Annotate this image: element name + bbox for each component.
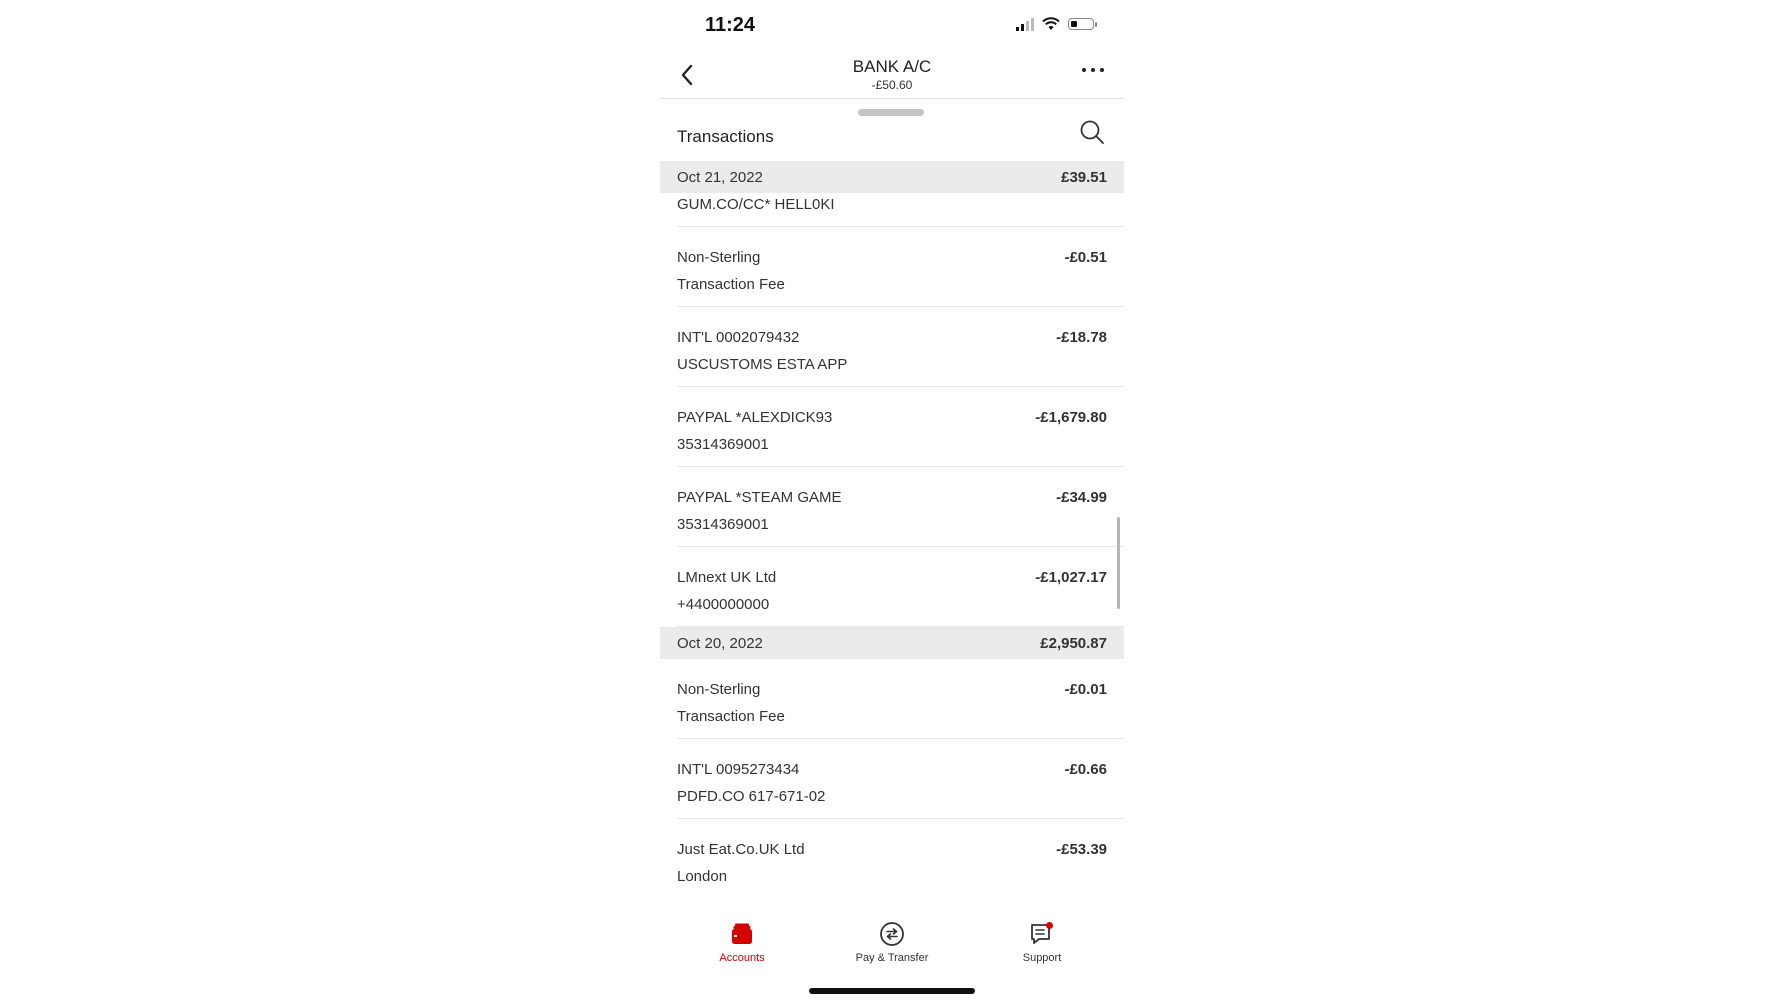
transaction-amount: -£18.78 — [1056, 329, 1107, 346]
tab-support[interactable] — [982, 918, 1102, 964]
transactions-heading: Transactions — [677, 127, 774, 146]
phone-screen — [660, 0, 1124, 1000]
search-icon — [1078, 118, 1106, 146]
battery-icon — [1068, 18, 1094, 30]
signal-icon — [1016, 17, 1034, 31]
date-label: Oct 20, 2022 — [677, 634, 763, 652]
tab-pay-transfer[interactable] — [832, 918, 952, 964]
transaction-row[interactable] — [660, 307, 1124, 387]
date-header — [660, 161, 1124, 193]
account-balance: -£50.60 — [871, 78, 913, 92]
tab-label: Pay & Transfer — [855, 952, 929, 964]
wifi-icon — [1042, 17, 1060, 31]
transaction-amount: -£1,027.17 — [1035, 569, 1107, 586]
transaction-amount: -£0.01 — [1064, 681, 1107, 698]
header-divider — [660, 98, 1124, 99]
transaction-amount: -£0.51 — [1064, 249, 1107, 266]
sheet-drag-handle[interactable] — [858, 109, 924, 116]
transaction-row[interactable] — [660, 467, 1124, 547]
home-indicator — [809, 988, 975, 994]
transaction-amount: -£1,679.80 — [1035, 409, 1107, 426]
transaction-description: Just Eat.Co.UK Ltd — [677, 841, 805, 858]
search-button[interactable] — [1078, 118, 1106, 146]
tab-accounts[interactable] — [682, 918, 802, 964]
scrollbar[interactable] — [1117, 517, 1120, 609]
transaction-description: INT'L 0095273434 — [677, 761, 800, 778]
transaction-row[interactable] — [660, 547, 1124, 627]
transaction-detail: PDFD.CO 617-671-02 — [677, 788, 826, 805]
transaction-description: GUM.CO/CC* HELL0KI — [677, 196, 835, 213]
status-icons — [1016, 17, 1094, 31]
date-total: £2,950.87 — [1040, 634, 1107, 652]
transaction-row[interactable] — [660, 739, 1124, 819]
transaction-description: PAYPAL *ALEXDICK93 — [677, 409, 833, 426]
tab-label: Accounts — [719, 952, 765, 964]
transaction-amount: -£0.66 — [1064, 761, 1107, 778]
transaction-row[interactable] — [660, 659, 1124, 739]
transaction-description: Non-Sterling — [677, 249, 761, 266]
status-time: 11:24 — [705, 14, 756, 36]
transaction-detail: 35314369001 — [677, 516, 769, 533]
more-icon — [1080, 66, 1106, 74]
transaction-row[interactable] — [660, 227, 1124, 307]
transaction-amount: -£53.39 — [1056, 841, 1107, 858]
transaction-detail: 35314369001 — [677, 436, 769, 453]
tab-label: Support — [1022, 952, 1062, 964]
date-total: £39.51 — [1061, 168, 1107, 186]
more-options-button[interactable] — [1080, 62, 1106, 74]
chat-icon — [1029, 921, 1055, 947]
date-label: Oct 21, 2022 — [677, 168, 763, 186]
transaction-description: Non-Sterling — [677, 681, 761, 698]
transfer-icon — [879, 921, 905, 947]
transaction-detail: +4400000000 — [677, 596, 770, 613]
transaction-detail: Transaction Fee — [677, 276, 785, 293]
transaction-row[interactable] — [660, 387, 1124, 467]
transaction-detail: USCUSTOMS ESTA APP — [677, 356, 848, 373]
wallet-icon — [730, 922, 754, 946]
transaction-description: LMnext UK Ltd — [677, 569, 777, 586]
transaction-list[interactable] — [660, 161, 1124, 898]
transaction-detail: Transaction Fee — [677, 708, 785, 725]
transaction-detail: London — [677, 868, 728, 885]
transaction-row[interactable] — [660, 191, 1124, 227]
account-title: BANK A/C — [852, 57, 932, 76]
transaction-row[interactable] — [660, 819, 1124, 898]
transaction-description: PAYPAL *STEAM GAME — [677, 489, 842, 506]
transaction-amount: -£34.99 — [1056, 489, 1107, 506]
transaction-description: INT'L 0002079432 — [677, 329, 800, 346]
date-header — [660, 627, 1124, 659]
